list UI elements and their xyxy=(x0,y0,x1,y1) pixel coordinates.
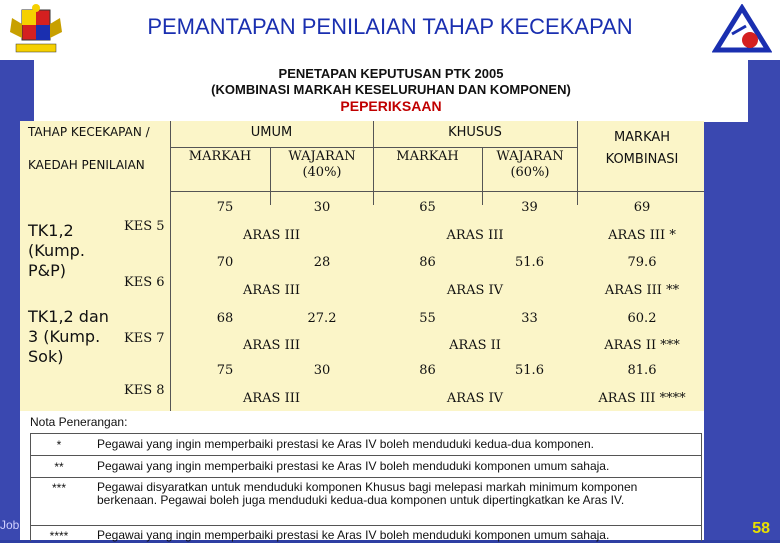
note-text: Pegawai yang ingin memperbaiki prestasi ke Aras IV boleh menduduki komponen umum sahaja. xyxy=(97,529,610,542)
umum-markah-value: 70 xyxy=(216,255,234,270)
kes-label: KES 7 xyxy=(124,331,165,346)
note-text: Pegawai yang ingin memperbaiki prestasi ke Aras IV boleh menduduki kedua-dua komponen. xyxy=(97,437,594,451)
umum-aras: ARAS III xyxy=(242,283,300,298)
header-kaedah-penilaian: KAEDAH PENILAIAN xyxy=(28,158,145,172)
footer-tab: Job xyxy=(0,518,20,532)
note-text: Pegawai yang ingin memperbaiki prestasi ke Aras IV boleh menduduki komponen umum sahaja. xyxy=(97,459,610,473)
kombinasi-value: 81.6 xyxy=(627,363,657,378)
kes-label: KES 5 xyxy=(124,219,165,234)
note-text: Pegawai disyaratkan untuk menduduki komponen Khusus bagi melepasi markah minimum komponen berkenaan. Pegawai boleh juga menduduki kedua-dua komponen untuk dipertingkatkan ke Aras IV. xyxy=(97,480,638,507)
group-label-pp: TK1,2 (Kump. P&P) xyxy=(28,221,85,280)
khusus-markah-value: 65 xyxy=(419,200,436,215)
header-umum-wajaran: WAJARAN (40%) xyxy=(288,149,356,180)
note-row xyxy=(30,477,702,526)
header-markah-kombinasi: MARKAH KOMBINASI xyxy=(605,130,679,167)
malaysia-coat-of-arms-icon xyxy=(6,4,66,56)
page-title: PEMANTAPAN PENILAIAN TAHAP KECEKAPAN xyxy=(147,14,633,39)
umum-wajaran-value: 27.2 xyxy=(307,311,337,326)
kombinasi-value: 69 xyxy=(633,200,651,215)
khusus-aras: ARAS III xyxy=(446,228,504,243)
subtitle-line-1: PENETAPAN KEPUTUSAN PTK 2005 xyxy=(278,66,504,81)
header-khusus: KHUSUS xyxy=(448,125,502,140)
jpa-triangle-logo-icon xyxy=(712,4,772,56)
header-bar xyxy=(0,0,780,60)
umum-wajaran-value: 28 xyxy=(313,255,331,270)
khusus-wajaran-value: 33 xyxy=(521,311,538,326)
kombinasi-aras: ARAS III ** xyxy=(604,283,680,298)
umum-aras: ARAS III xyxy=(242,391,300,406)
note-row xyxy=(30,433,702,456)
khusus-aras: ARAS IV xyxy=(446,283,504,298)
kombinasi-aras: ARAS III **** xyxy=(598,391,686,406)
header-khusus-markah: MARKAH xyxy=(396,149,459,164)
results-table xyxy=(20,121,704,411)
kombinasi-value: 60.2 xyxy=(627,311,657,326)
khusus-wajaran-value: 51.6 xyxy=(515,363,544,378)
note-mark: *** xyxy=(51,481,66,495)
page-number: 58 xyxy=(752,520,770,537)
note-mark: ** xyxy=(54,460,64,474)
header-umum-markah: MARKAH xyxy=(188,149,252,164)
kes-label: KES 8 xyxy=(124,383,165,398)
khusus-aras: ARAS II xyxy=(449,338,501,353)
umum-markah-value: 68 xyxy=(216,311,234,326)
group-label-sok: TK1,2 dan 3 (Kump. Sok) xyxy=(28,307,109,366)
kes-label: KES 6 xyxy=(124,275,165,290)
subtitle-box xyxy=(34,60,748,122)
kombinasi-aras: ARAS II *** xyxy=(604,338,680,353)
header-umum: UMUM xyxy=(250,125,293,140)
subtitle-line-3: PEPERIKSAAN xyxy=(340,98,442,114)
umum-aras: ARAS III xyxy=(242,228,300,243)
umum-aras: ARAS III xyxy=(242,338,300,353)
kombinasi-aras: ARAS III * xyxy=(608,228,676,243)
khusus-wajaran-value: 51.6 xyxy=(515,255,544,270)
khusus-markah-value: 55 xyxy=(419,311,436,326)
kombinasi-value: 79.6 xyxy=(627,255,657,270)
umum-markah-value: 75 xyxy=(216,200,234,215)
khusus-markah-value: 86 xyxy=(419,255,436,270)
subtitle-line-2: (KOMBINASI MARKAH KESELURUHAN DAN KOMPONEN) xyxy=(211,82,571,97)
khusus-markah-value: 86 xyxy=(419,363,436,378)
umum-markah-value: 75 xyxy=(216,363,234,378)
note-row xyxy=(30,455,702,478)
khusus-aras: ARAS IV xyxy=(446,391,504,406)
notes-box xyxy=(20,411,704,543)
khusus-wajaran-value: 39 xyxy=(521,200,538,215)
note-mark: * xyxy=(56,438,62,452)
umum-wajaran-value: 30 xyxy=(313,200,331,215)
header-khusus-wajaran: WAJARAN (60%) xyxy=(496,149,564,180)
note-row xyxy=(30,525,702,541)
note-mark: **** xyxy=(49,529,69,543)
header-tahap-kecekapan: TAHAP KECEKAPAN / xyxy=(28,125,150,139)
umum-wajaran-value: 30 xyxy=(313,363,331,378)
notes-label: Nota Penerangan: xyxy=(30,415,128,429)
